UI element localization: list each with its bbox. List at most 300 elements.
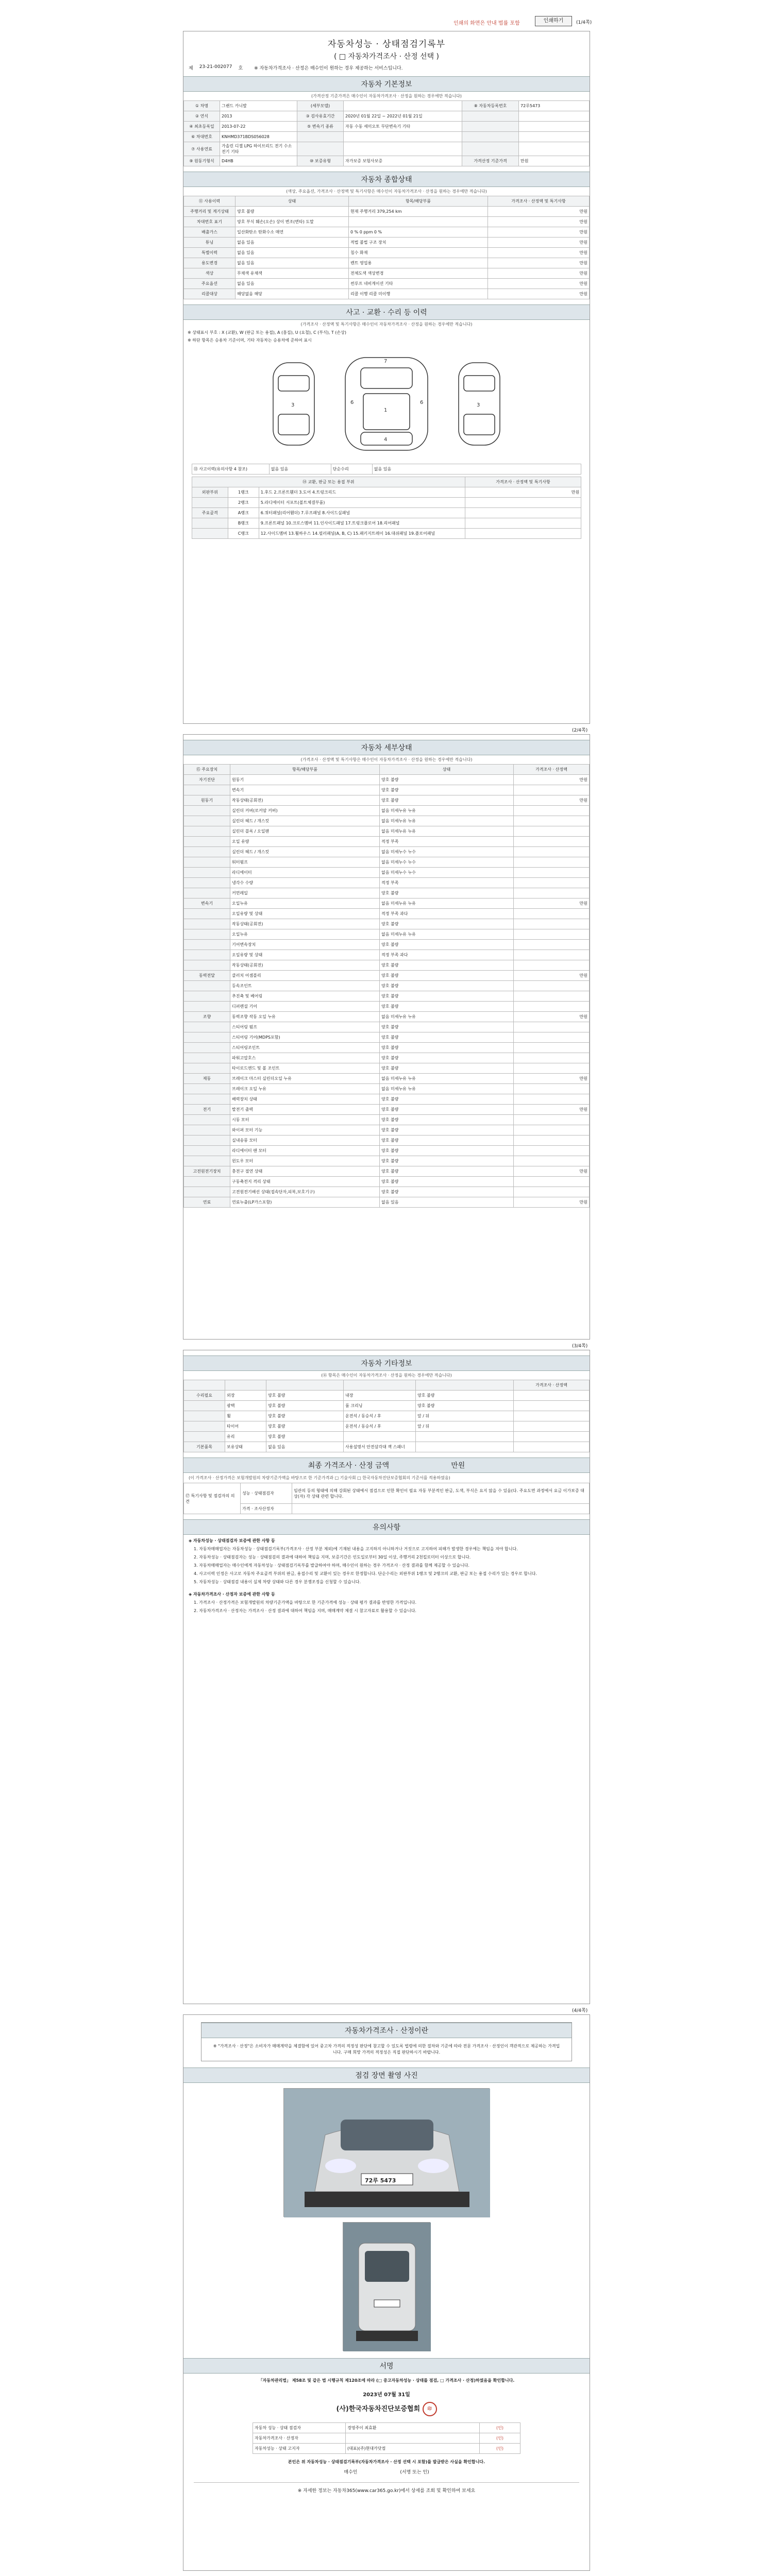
other-cell: 앞 / 뒤 [416, 1411, 514, 1421]
device-status: 적정 부족 [380, 837, 514, 847]
table-row [184, 238, 590, 248]
table-row [184, 991, 590, 1002]
repair-value: 없음 있음 [372, 464, 581, 474]
col-header [266, 1380, 344, 1391]
table-row [184, 1411, 590, 1421]
field-value: 2020년 01월 22일 ~ 2022년 01월 21일 [344, 111, 462, 122]
table-row [184, 971, 590, 981]
col-header: 가격조사 · 산정액 [514, 1380, 590, 1391]
car-outline-svg [258, 347, 515, 461]
device-group-label [184, 1115, 230, 1125]
device-status: 양호 불량 [380, 1063, 514, 1074]
device-group-label [184, 826, 230, 837]
table-row [184, 816, 590, 826]
price-cell: 만원 [488, 227, 590, 238]
table-row [184, 899, 590, 909]
price-cell [514, 1156, 590, 1166]
table-row [184, 217, 590, 227]
sign-table [253, 2422, 520, 2454]
table-row [184, 111, 590, 122]
table-row [184, 826, 590, 837]
field-value: D4HB [220, 156, 297, 166]
col-header: ⑮ 주요장치 [184, 765, 230, 775]
device-status: 양호 불량 [380, 888, 514, 899]
part-rank: C랭크 [228, 529, 259, 539]
other-cell: 양호 불량 [266, 1411, 344, 1421]
device-status: 양호 불량 [380, 1156, 514, 1166]
part-group-label: 주요골격 [192, 508, 228, 518]
part-items: 12.사이드멤버 13.휠하우스 14.필러패널(A, B, C) 15.패키지트레이 16.대쉬패널 19.플로어패널 [259, 529, 465, 539]
price-cell [514, 868, 590, 878]
special-sub-appraiser: 가격 · 조사산정자 [241, 1504, 292, 1514]
device-group-label [184, 1053, 230, 1063]
doc-no-label: 제 [189, 66, 193, 71]
device-group-label [184, 868, 230, 878]
device-item: 발전기 출력 [230, 1105, 380, 1115]
field-label: ② 연식 [184, 111, 220, 122]
part-items: 1.후드 2.프론트휀더 3.도어 4.트렁크리드 [259, 487, 465, 498]
device-group-label [184, 1032, 230, 1043]
price-cell [514, 816, 590, 826]
field-label [462, 122, 519, 132]
page-number: (3/4쪽) [572, 1344, 588, 1349]
col-header: 상태 [380, 765, 514, 775]
field-label: ③ 검사유효기간 [297, 111, 344, 122]
top-notice: 인쇄의 화면은 안내 법률 포함 [453, 21, 520, 26]
device-group-label [184, 909, 230, 919]
device-status: 없음 미세누유 누유 [380, 929, 514, 940]
signer-seal: (인) [480, 2433, 520, 2444]
status-item-label: 주행거리 및 계기상태 [184, 207, 236, 217]
other-cell: 룸 크리닝 [344, 1401, 416, 1411]
table-row [184, 929, 590, 940]
part-group-label [192, 498, 228, 508]
device-group-label [184, 1002, 230, 1012]
price-cell [514, 1411, 590, 1421]
price-cell [514, 1125, 590, 1136]
price-cell [514, 1063, 590, 1074]
device-item: 작동상태(공회전) [230, 919, 380, 929]
field-value: KNHMD371BDS056028 [220, 132, 297, 142]
special-text: 임관의 등의 형태에 의해 강회된 상태에서 점검으로 인한 확인이 필요 자동 부분적인 판금, 도색, 부식은 요지 않을 수 있음(다. 주요도면 과정에서 요금 이가보증 대상(자) 각 상태 관련 합니다. [292, 1483, 590, 1504]
device-status: 양호 불량 [380, 1187, 514, 1197]
basic-info-table [183, 100, 590, 166]
status-item-label: 차대번호 표기 [184, 217, 236, 227]
price-cell: 만원 [514, 1074, 590, 1084]
plate-text: 72루 5473 [365, 2177, 396, 2184]
price-cell [514, 1053, 590, 1063]
device-item: 오일누유 [230, 899, 380, 909]
device-status: 양호 불량 [380, 785, 514, 795]
status-item-label: 특별이력 [184, 248, 236, 258]
accident-summary-table [192, 464, 581, 474]
org-name [183, 2400, 590, 2418]
table-row [184, 1032, 590, 1043]
other-cell: 보유상태 [225, 1442, 266, 1452]
table-row [184, 258, 590, 268]
price-cell: 만원 [488, 217, 590, 227]
part-items: 5.라디에이터 서포트(볼트체결부품) [259, 498, 465, 508]
org-seal-icon: 印 [423, 2402, 437, 2416]
device-status: 양호 불량 [380, 1115, 514, 1125]
section-note: (⑯ 항목은 매수인이 자동차가격조사 · 산정을 원하는 경우에만 적습니다) [321, 1373, 452, 1378]
device-item: 브레이크 마스터 실린더오일 누유 [230, 1074, 380, 1084]
svg-text:3: 3 [291, 402, 295, 408]
status-value: 양호 불량 [236, 207, 349, 217]
table-row [184, 1187, 590, 1197]
device-group-label [184, 1146, 230, 1156]
price-cell [465, 508, 581, 518]
table-row [184, 1105, 590, 1115]
price-cell [514, 847, 590, 857]
table-row [184, 1012, 590, 1022]
price-cell: 만원 [488, 258, 590, 268]
device-status: 양호 불량 [380, 1177, 514, 1187]
price-cell [514, 929, 590, 940]
device-item: 원동기 [230, 775, 380, 785]
signer-role: 자동차성능 · 상태 고지자 [253, 2444, 346, 2454]
price-cell: 만원 [514, 1105, 590, 1115]
table-row [184, 940, 590, 950]
device-status: 없음 미세누유 누유 [380, 826, 514, 837]
device-item: 실내송풍 모터 [230, 1136, 380, 1146]
other-cell: 양호 불량 [266, 1401, 344, 1411]
buyer-label: 매수인 [344, 2470, 358, 2475]
device-status: 양호 불량 [380, 991, 514, 1002]
other-group-label [184, 1432, 225, 1442]
device-item: 작동상태(공회전) [230, 960, 380, 971]
device-status: 없음 미세누수 누수 [380, 847, 514, 857]
print-button[interactable]: 인쇄하기 [535, 16, 572, 26]
table-row [184, 1401, 590, 1411]
table-row [184, 806, 590, 816]
other-cell: 양호 불량 [416, 1391, 514, 1401]
section-other-info: 자동차 기타정보 [183, 1355, 590, 1371]
device-group-label [184, 857, 230, 868]
sign-date: 2023년 07월 31일 [363, 2392, 410, 2398]
field-value [344, 101, 462, 111]
device-item: 파워고압호스 [230, 1053, 380, 1063]
price-cell [514, 1187, 590, 1197]
device-status: 없음 미세누수 누수 [380, 868, 514, 878]
page-4 [183, 2014, 590, 2571]
table-row [184, 1053, 590, 1063]
col-header [344, 1380, 416, 1391]
field-value: 2013-07-22 [220, 122, 297, 132]
other-group-label: 수리필요 [184, 1391, 225, 1401]
device-status: 적정 부족 과다 [380, 950, 514, 960]
table-row [184, 785, 590, 795]
svg-text:1: 1 [384, 408, 388, 413]
buyer-sign-row [183, 2466, 590, 2477]
footer-note: ※ 자세한 정보는 자동차365(www.car365.go.kr)에서 상세를 조회 및 확인하여 보세요 [194, 2482, 579, 2498]
other-cell: 휠 [225, 1411, 266, 1421]
section-accident-history: 사고 · 교환 · 수리 등 이력 [183, 304, 590, 320]
device-group-label: 자기진단 [184, 775, 230, 785]
field-value [519, 111, 590, 122]
device-group-label [184, 888, 230, 899]
signer-seal: (인) [480, 2444, 520, 2454]
field-value: 자가보증 보험사보증 [344, 156, 462, 166]
device-item: 실린더 블록 / 오일팬 [230, 826, 380, 837]
device-item: 오일누유 [230, 929, 380, 940]
price-cell: 만원 [488, 238, 590, 248]
device-item: 윈도우 모터 [230, 1156, 380, 1166]
device-status: 양호 불량 [380, 1043, 514, 1053]
signer-role: 자동차 성능 · 상태 점검자 [253, 2423, 346, 2433]
status-item-label: 용도변경 [184, 258, 236, 268]
repair-label: 단순수리 [331, 464, 372, 474]
table-row [184, 1432, 590, 1442]
other-cell: 운전석 / 동승석 / 후 [344, 1411, 416, 1421]
device-group-label [184, 1156, 230, 1166]
table-row [184, 868, 590, 878]
col-header: 가격조사 · 산정액 및 특기사항 [465, 477, 581, 487]
other-cell [344, 1432, 416, 1442]
col-header [184, 1380, 225, 1391]
device-group-label [184, 785, 230, 795]
price-cell: 만원 [514, 1012, 590, 1022]
col-header: 항목/해당부품 [349, 196, 488, 207]
status-value: 없음 있음 [236, 238, 349, 248]
device-item: 오일유량 및 상태 [230, 950, 380, 960]
section-photos: 점검 장면 촬영 사진 [183, 2067, 590, 2083]
device-item: 구동축전지 격리 상태 [230, 1177, 380, 1187]
notice-heading: ◈ 자동차성능 · 상태점검자 보증에 관한 사항 등 [189, 1538, 275, 1543]
table-row [184, 279, 590, 289]
status-item-label: 색상 [184, 268, 236, 279]
org-name-text: (사)한국자동차진단보증협회 [336, 2405, 421, 2413]
section-note: (가격산정 기준가격은 매수인이 자동차가격조사 · 산정을 원하는 경우에만 적습니다) [311, 94, 462, 98]
table-row [184, 1115, 590, 1125]
legend-line: ※ 상태표시 부호 : X (교환), W (판금 또는 용접), A (흠집), U (요철), C (부식), T (손상) [188, 330, 347, 335]
signer-name [346, 2433, 480, 2444]
price-cell [514, 888, 590, 899]
price-cell [514, 981, 590, 991]
status-item-label: 튜닝 [184, 238, 236, 248]
table-row [253, 2433, 520, 2444]
notice-item: 2. 자동차가격조사 · 산정자는 가격조사 · 산정 결과에 대하여 책임을 지며, 매매계약 체결 시 참고자료로 활용할 수 있습니다. [194, 1608, 416, 1613]
device-status: 없음 미세누유 누유 [380, 1012, 514, 1022]
legend-line: ※ 하단 항목은 승용차 기준이며, 기타 자동차는 승용차에 준하여 표시 [188, 338, 312, 343]
other-cell: 사용설명서 안전삼각대 잭 스패너 [344, 1442, 416, 1452]
table-row [184, 1391, 590, 1401]
field-label: (세부모델) [297, 101, 344, 111]
status-detail: 전체도색 색상변경 [349, 268, 488, 279]
field-label: 가격산정 기준가격 [462, 156, 519, 166]
notice-item: 1. 자동차매매업자는 자동차성능 · 상태점검기록부(가격조사 · 산정 부분 제외)에 기재된 내용을 고지하지 아니하거나 거짓으로 고지하여 피해가 발생한 경우에는 책임을 져야 합니다. [194, 1547, 518, 1551]
box-text: ※ "가격조사 · 산정"은 소비자가 매매계약을 체결함에 있어 중고차 가격의 적정성 판단에 참고할 수 있도록 법령에 의한 절차와 기준에 따라 전문 가격조사 · 산정인이 객관적으로 제공하는 가격입니다. 구매 희망 가격의 적정성은 직접 판단하시기 바랍니다. [213, 2044, 560, 2055]
field-label [297, 132, 344, 142]
signer-seal: (인) [480, 2423, 520, 2433]
rear-photo [343, 2222, 430, 2351]
device-item: 와이퍼 모터 기능 [230, 1125, 380, 1136]
svg-text:3: 3 [477, 402, 480, 408]
device-item: 브레이크 오일 누유 [230, 1084, 380, 1094]
field-label [297, 142, 344, 156]
device-status: 없음 미세누수 누수 [380, 857, 514, 868]
table-row [184, 857, 590, 868]
device-status: 양호 불량 [380, 775, 514, 785]
section-note: (가격조사 · 산정액 및 특기사항은 매수인이 자동차가격조사 · 산정을 원하는 경우에만 적습니다) [300, 322, 473, 327]
table-row [184, 981, 590, 991]
table-row [184, 1177, 590, 1187]
table-row [184, 289, 590, 299]
table-row [184, 227, 590, 238]
device-group-label [184, 929, 230, 940]
field-label: ⑩ 보증유형 [297, 156, 344, 166]
device-group-label: 전기 [184, 1105, 230, 1115]
price-cell: 만원 [488, 248, 590, 258]
car-diagram [258, 347, 515, 461]
device-item: 오일 유량 [230, 837, 380, 847]
detail-status-table [183, 764, 590, 1208]
field-value: 72루5473 [519, 101, 590, 111]
device-group-label [184, 1022, 230, 1032]
device-status: 양호 불량 [380, 1053, 514, 1063]
table-row [184, 837, 590, 847]
device-group-label: 조향 [184, 1012, 230, 1022]
table-row [184, 122, 590, 132]
device-group-label [184, 1177, 230, 1187]
special-notes-table [183, 1483, 590, 1514]
other-cell: 앞 / 뒤 [416, 1421, 514, 1432]
price-cell [465, 518, 581, 529]
other-cell: 양호 불량 [416, 1401, 514, 1411]
device-status: 양호 불량 [380, 940, 514, 950]
status-item-label: 배출가스 [184, 227, 236, 238]
device-item: 스티어링 펌프 [230, 1022, 380, 1032]
price-cell [514, 857, 590, 868]
box-title: 자동차가격조사 · 산정이란 [201, 2023, 572, 2038]
section-overall-status: 자동차 종합상태 [183, 172, 590, 187]
table-row [184, 847, 590, 857]
table-row [184, 268, 590, 279]
svg-text:4: 4 [384, 437, 388, 443]
part-group-label [192, 529, 228, 539]
part-group-label [192, 518, 228, 529]
price-cell: 만원 [514, 775, 590, 785]
table-row [184, 909, 590, 919]
col-header: ⑭ 교환, 판금 또는 용접 부위 [192, 477, 465, 487]
price-cell [514, 1032, 590, 1043]
status-value: 해당없음 해당 [236, 289, 349, 299]
other-cell: 유리 [225, 1432, 266, 1442]
device-status: 양호 불량 [380, 1002, 514, 1012]
table-row [184, 1022, 590, 1032]
price-cell [514, 950, 590, 960]
notice-item: 4. 사고이력 인정은 사고로 자동차 주요골격 부위의 판금, 용접수리 및 교환이 있는 경우로 한정합니다. 단순수리는 외판부위 1랭크 및 2랭크의 교환, 판금 또는 용접 수리가 있는 경우로 합니다. [194, 1571, 537, 1576]
device-group-label [184, 878, 230, 888]
section-signature: 서명 [183, 2358, 590, 2374]
device-item: 실린더 헤드 / 개스킷 [230, 816, 380, 826]
device-group-label [184, 1084, 230, 1094]
price-cell [514, 1094, 590, 1105]
price-cell [514, 1146, 590, 1156]
other-cell: 타이어 [225, 1421, 266, 1432]
table-row [192, 508, 581, 518]
status-value: 없음 있음 [236, 279, 349, 289]
col-header: ⑪ 사용이력 [184, 196, 236, 207]
table-row [184, 795, 590, 806]
accident-value: 없음 있음 [269, 464, 331, 474]
page-2 [183, 734, 590, 1340]
table-row [184, 1166, 590, 1177]
table-row [184, 101, 590, 111]
device-item: 변속기 [230, 785, 380, 795]
other-cell: 양호 불량 [266, 1421, 344, 1432]
buyer-sign-label: (서명 또는 인) [400, 2470, 429, 2475]
status-detail: 침수 화재 [349, 248, 488, 258]
device-item: 타이로드엔드 및 볼 조인트 [230, 1063, 380, 1074]
col-header: 상태 [236, 196, 349, 207]
table-row [184, 1136, 590, 1146]
special-sub-inspector: 성능 · 상태점검자 [241, 1483, 292, 1504]
price-cell [514, 837, 590, 847]
device-group-label [184, 806, 230, 816]
other-group-label: 기본품목 [184, 1442, 225, 1452]
device-status: 적정 부족 [380, 878, 514, 888]
table-row [253, 2444, 520, 2454]
device-status: 양호 불량 [380, 981, 514, 991]
other-cell [416, 1442, 514, 1452]
status-value: 없음 있음 [236, 258, 349, 268]
price-cell [514, 785, 590, 795]
signer-role: 자동차가격조사 · 산정자 [253, 2433, 346, 2444]
price-cell [514, 919, 590, 929]
price-cell [514, 1432, 590, 1442]
device-group-label [184, 816, 230, 826]
device-group-label [184, 919, 230, 929]
field-label: ⑥ 차대번호 [184, 132, 220, 142]
status-detail [349, 217, 488, 227]
device-status: 양호 불량 [380, 1146, 514, 1156]
price-cell [514, 1115, 590, 1125]
notice-list [183, 1545, 590, 1586]
table-row [184, 1146, 590, 1156]
table-row [184, 248, 590, 258]
device-group-label: 고전원전기장치 [184, 1166, 230, 1177]
page-number: (1/4쪽) [576, 20, 592, 25]
device-item: 추진축 및 베어링 [230, 991, 380, 1002]
part-rank: B랭크 [228, 518, 259, 529]
field-label [462, 111, 519, 122]
table-row [184, 132, 590, 142]
price-cell: 만원 [514, 1166, 590, 1177]
table-row [184, 950, 590, 960]
price-cell: 만원 [514, 899, 590, 909]
price-cell [514, 1043, 590, 1053]
svg-text:6: 6 [350, 400, 354, 405]
other-cell: 운전석 / 동승석 / 후 [344, 1421, 416, 1432]
device-item: 라디에이터 [230, 868, 380, 878]
document-meta [189, 64, 584, 71]
price-cell [514, 1421, 590, 1432]
device-group-label [184, 837, 230, 847]
part-rank: 2랭크 [228, 498, 259, 508]
table-row [184, 1043, 590, 1053]
document-subtitle: ( □ 자동차가격조사 · 산정 선택 ) [333, 53, 440, 61]
device-group-label [184, 940, 230, 950]
table-row [184, 1156, 590, 1166]
doc-notice: ※ 자동차가격조사 · 산정은 매수인이 원하는 경우 제공하는 서비스입니다. [254, 66, 403, 71]
device-status: 양호 불량 [380, 971, 514, 981]
price-cell [514, 960, 590, 971]
status-value: 일산화탄소 탄화수소 매연 [236, 227, 349, 238]
part-items: 6.쿼터패널(리어휀더) 7.루프패널 8.사이드실패널 [259, 508, 465, 518]
device-item: 라디에이터 팬 모터 [230, 1146, 380, 1156]
section-basic-info: 자동차 기본정보 [183, 76, 590, 92]
